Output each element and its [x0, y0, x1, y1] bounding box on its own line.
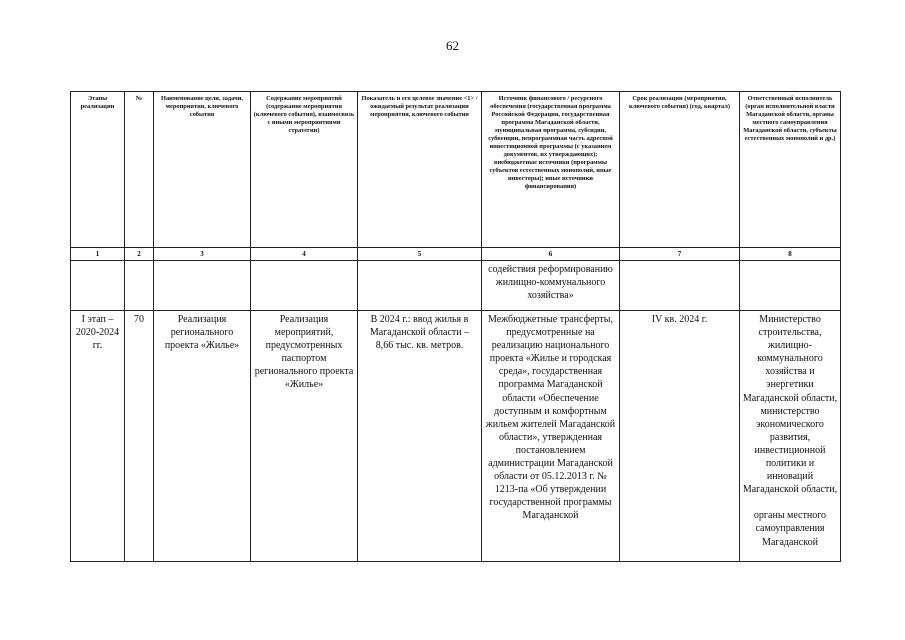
- column-number: 1: [71, 248, 125, 261]
- header-row: [71, 92, 841, 248]
- header-source: Источник финансового / ресурсного обеспечения (государственная программа Российской Федерации, государственная программа Магаданской области, муниципальная программа, субсидии, субвенции, непрограммная часть адресной инвестиционной программы (с указанием документов, их утверждающих); внебюджетные источники (программы субъектов естественных монополий, иные инвесторы); иные источники финансирования): [482, 92, 620, 248]
- column-number: 5: [358, 248, 482, 261]
- indicator-text: В 2024 г.: ввод жилья в Магаданской области – 8,66 тыс. кв. метров.: [369, 314, 470, 352]
- header-deadline: Срок реализации (мероприятия, ключевого события) (год, квартал): [620, 92, 740, 248]
- empty-cell: [71, 261, 125, 311]
- column-number: 7: [620, 248, 740, 261]
- column-number-row: [71, 248, 841, 261]
- stage-text: I этап – 2020-2024 гг.: [75, 314, 120, 352]
- content-text: Реализация мероприятий, предусмотренных паспортом регионального проекта «Жилье»: [254, 314, 354, 391]
- source-cell: [482, 311, 620, 562]
- source-continuation-cell: содействия реформированию жилищно-коммунального хозяйства»: [482, 261, 620, 311]
- empty-cell: [154, 261, 251, 311]
- column-number: 2: [125, 248, 154, 261]
- stage-cell: [71, 311, 125, 562]
- column-number: 8: [740, 248, 841, 261]
- deadline-cell: [620, 311, 740, 562]
- number-text: 70: [134, 314, 144, 325]
- indicator-cell: [358, 311, 482, 562]
- header-stage: Этапы реализации: [71, 92, 125, 248]
- executor-cell: [740, 311, 841, 562]
- empty-cell: [740, 261, 841, 311]
- executor-secondary: органы местного самоуправления Магаданской: [753, 510, 827, 548]
- header-name: Наименование цели, задачи, мероприятия, ключевого события: [154, 92, 251, 248]
- deadline-text: IV кв. 2024 г.: [651, 314, 708, 325]
- column-number: 4: [251, 248, 358, 261]
- plan-table: [70, 91, 841, 562]
- table-row: [71, 311, 841, 562]
- name-text: Реализация регионального проекта «Жилье»: [164, 314, 240, 352]
- executor-wrap: [742, 313, 838, 558]
- column-number: 6: [482, 248, 620, 261]
- empty-cell: [125, 261, 154, 311]
- continuation-row: [71, 261, 841, 311]
- empty-cell: [251, 261, 358, 311]
- header-indicator: Показатель и его целевое значение <1> /ожидаемый результат реализации мероприятия, ключевого события: [358, 92, 482, 248]
- executor-gap: [742, 496, 838, 509]
- column-number: 3: [154, 248, 251, 261]
- number-cell: [125, 311, 154, 562]
- page-number: 62: [446, 38, 459, 53]
- empty-cell: [620, 261, 740, 311]
- executor-primary: Министерство строительства, жилищно-коммунального хозяйства и энергетики Магаданской области, министерство экономического развития, инвестиционной политики и инноваций Магаданской области,: [742, 314, 838, 496]
- empty-cell: [358, 261, 482, 311]
- header-number: №: [125, 92, 154, 248]
- header-content: Содержание мероприятий (содержание мероприятия (ключевого события), взаимосвязь с иными мероприятиями стратегии): [251, 92, 358, 248]
- header-executor: Ответственный исполнитель (орган исполнительной власти Магаданской области, органы местного самоуправления Магаданской области, субъекты естественных монополий и др.): [740, 92, 841, 248]
- name-cell: [154, 311, 251, 562]
- content-cell: [251, 311, 358, 562]
- source-text: Межбюджетные трансферты, предусмотренные на реализацию национального проекта «Жилье и городская среда», государственная программа Магаданской области «Обеспечение доступным и комфортным жильем жителей Магаданской области», утвержденная постановлением администрации Магаданской области от 05.12.2013 г. № 1213-па «Об утверждении государственной программы Магаданской: [485, 314, 616, 522]
